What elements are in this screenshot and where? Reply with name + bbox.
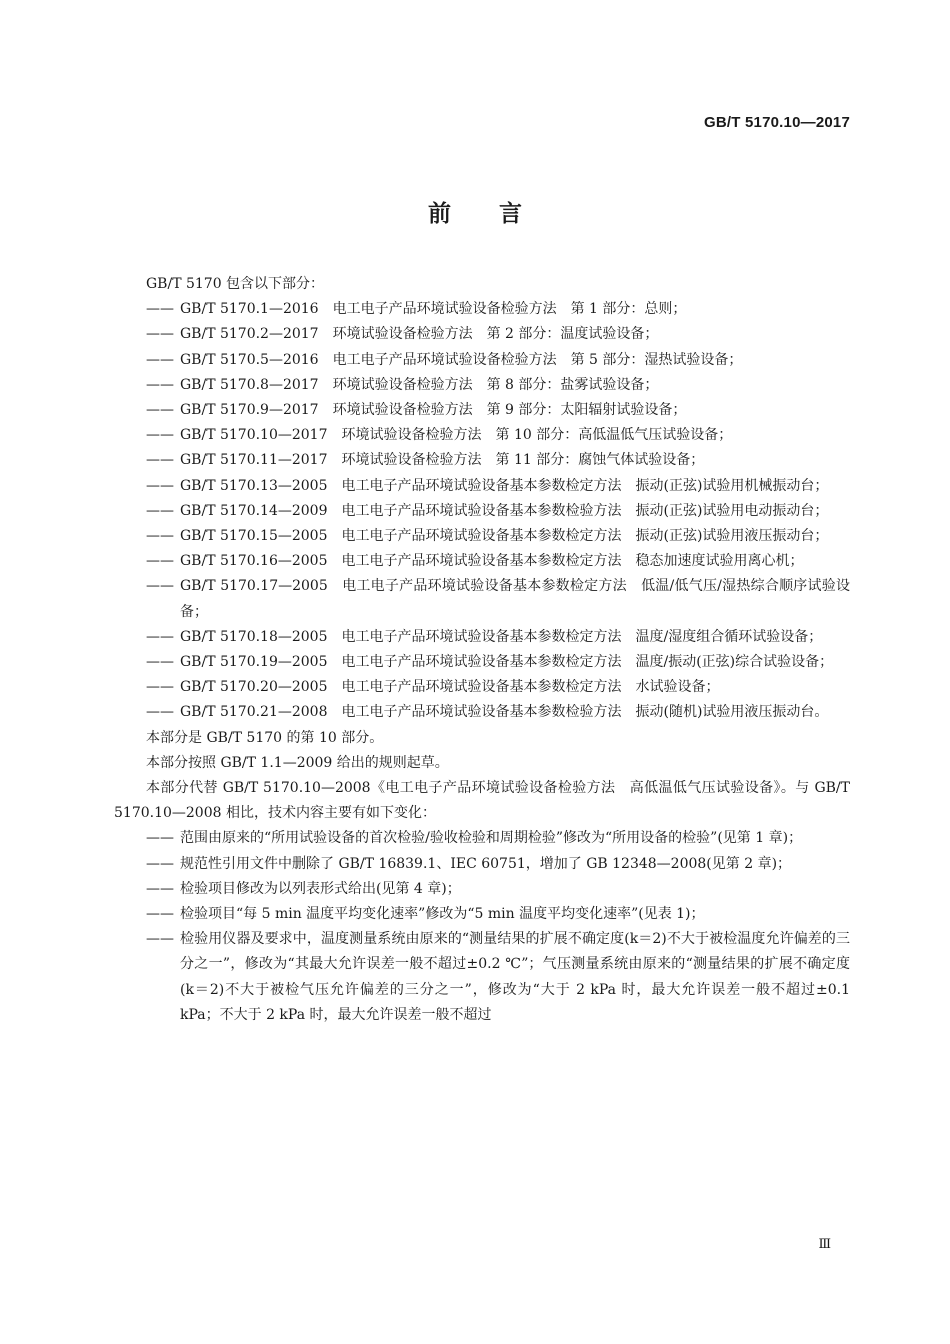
list-item-text: GB/T 5170.1—2016 电工电子产品环境试验设备检验方法 第 1 部分：总则； (180, 301, 687, 318)
list-item-text: GB/T 5170.9—2017 环境试验设备检验方法 第 9 部分：太阳辐射试验设备； (180, 402, 687, 419)
list-item-text: 范围由原来的“所用试验设备的首次检验/验收检验和周期检验”修改为“所用设备的检验”(见第 1 章)； (180, 830, 803, 847)
list-item (146, 700, 850, 725)
list-item (146, 474, 850, 499)
list-item (146, 322, 850, 347)
list-item-text: GB/T 5170.2—2017 环境试验设备检验方法 第 2 部分：温度试验设备； (180, 326, 659, 343)
list-dash: —— (146, 704, 174, 721)
list-item (146, 625, 850, 650)
list-dash: —— (146, 301, 174, 318)
list-item (146, 650, 850, 675)
list-dash: —— (146, 553, 174, 570)
list-dash: —— (146, 931, 174, 948)
list-dash: —— (146, 402, 174, 419)
intro-paragraph: GB/T 5170 包含以下部分： (146, 276, 325, 292)
list-dash: —— (146, 528, 174, 545)
list-item (146, 574, 850, 624)
list-item-text: GB/T 5170.20—2005 电工电子产品环境试验设备基本参数检定方法 水试验设备； (180, 679, 720, 696)
list-dash: —— (146, 906, 174, 923)
list-item (146, 927, 850, 1028)
list-item-text: GB/T 5170.19—2005 电工电子产品环境试验设备基本参数检定方法 温度/振动(正弦)综合试验设备； (180, 654, 834, 671)
list-dash: —— (146, 326, 174, 343)
list-item-text: GB/T 5170.18—2005 电工电子产品环境试验设备基本参数检定方法 温度/湿度组合循环试验设备； (180, 628, 823, 645)
list-dash: —— (146, 376, 174, 393)
list-dash: —— (146, 351, 174, 368)
list-item (146, 524, 850, 549)
list-item-text: GB/T 5170.21—2008 电工电子产品环境试验设备基本参数检验方法 振动(随机)试验用液压振动台。 (180, 704, 829, 721)
list-dash: —— (146, 855, 174, 872)
list-item-text: 检验项目修改为以列表形式给出(见第 4 章)； (180, 880, 461, 897)
list-item-text: GB/T 5170.10—2017 环境试验设备检验方法 第 10 部分：高低温低气压试验设备； (180, 427, 733, 444)
replacement-paragraph: 本部分代替 GB/T 5170.10—2008《电工电子产品环境试验设备检验方法 高低温低气压试验设备》。与 GB/T 5170.10—2008 相比，技术内容主要有如下变化： (114, 780, 850, 822)
list-dash: —— (146, 628, 174, 645)
list-item-text: GB/T 5170.5—2016 电工电子产品环境试验设备检验方法 第 5 部分：湿热试验设备； (180, 351, 743, 368)
parts-list (114, 297, 850, 725)
list-item (146, 297, 850, 322)
list-item (146, 348, 850, 373)
list-item-text: GB/T 5170.15—2005 电工电子产品环境试验设备基本参数检定方法 振动(正弦)试验用液压振动台； (180, 528, 829, 545)
list-dash: —— (146, 654, 174, 671)
list-item-text: GB/T 5170.8—2017 环境试验设备检验方法 第 8 部分：盐雾试验设备； (180, 376, 659, 393)
list-dash: —— (146, 880, 174, 897)
list-dash: —— (146, 452, 174, 469)
list-item-text: 检验项目“每 5 min 温度平均变化速率”修改为“5 min 温度平均变化速率”(见表 1)； (180, 906, 705, 923)
part-number-paragraph: 本部分是 GB/T 5170 的第 10 部分。 (146, 729, 384, 746)
list-item (146, 877, 850, 902)
list-dash: —— (146, 578, 174, 595)
list-item (146, 373, 850, 398)
list-item-text: GB/T 5170.17—2005 电工电子产品环境试验设备基本参数检定方法 低温/低气压/湿热综合顺序试验设备； (180, 578, 850, 620)
list-item (146, 549, 850, 574)
list-item-text: GB/T 5170.13—2005 电工电子产品环境试验设备基本参数检定方法 振动(正弦)试验用机械振动台； (180, 477, 829, 494)
list-item (146, 423, 850, 448)
list-dash: —— (146, 427, 174, 444)
list-item (146, 398, 850, 423)
list-item (146, 902, 850, 927)
list-dash: —— (146, 679, 174, 696)
list-item-text: 检验用仪器及要求中，温度测量系统由原来的“测量结果的扩展不确定度(k＝2)不大于被检温度允许偏差的三分之一”，修改为“其最大允许误差一般不超过±0.2 ℃”；气压测量系统由原来的“测量结果的扩展不确定度(k＝2)不大于被检气压允许偏差的三分之一”，修改为“大于 2 kPa 时，最大允许误差一般不超过±0.1 kPa；不大于 2 kPa 时，最大允许误差一般不超过 (180, 931, 850, 1023)
list-item (146, 448, 850, 473)
list-item (146, 852, 850, 877)
document-body (114, 272, 850, 1028)
list-dash: —— (146, 477, 174, 494)
page-number: Ⅲ (818, 1237, 831, 1252)
list-item-text: GB/T 5170.11—2017 环境试验设备检验方法 第 11 部分：腐蚀气体试验设备； (180, 452, 705, 469)
list-item-text: 规范性引用文件中删除了 GB/T 16839.1、IEC 60751，增加了 GB 12348—2008(见第 2 章)； (180, 855, 792, 872)
list-item (146, 826, 850, 851)
list-item-text: GB/T 5170.14—2009 电工电子产品环境试验设备基本参数检验方法 振动(正弦)试验用电动振动台； (180, 502, 829, 519)
standard-code-header: GB/T 5170.10—2017 (704, 114, 850, 131)
list-item (146, 499, 850, 524)
page-title: 前言 (428, 201, 570, 227)
list-item (146, 675, 850, 700)
list-dash: —— (146, 830, 174, 847)
drafting-rule-paragraph: 本部分按照 GB/T 1.1—2009 给出的规则起草。 (146, 754, 449, 771)
changes-list (114, 826, 850, 1028)
list-dash: —— (146, 502, 174, 519)
list-item-text: GB/T 5170.16—2005 电工电子产品环境试验设备基本参数检定方法 稳态加速度试验用离心机； (180, 553, 804, 570)
